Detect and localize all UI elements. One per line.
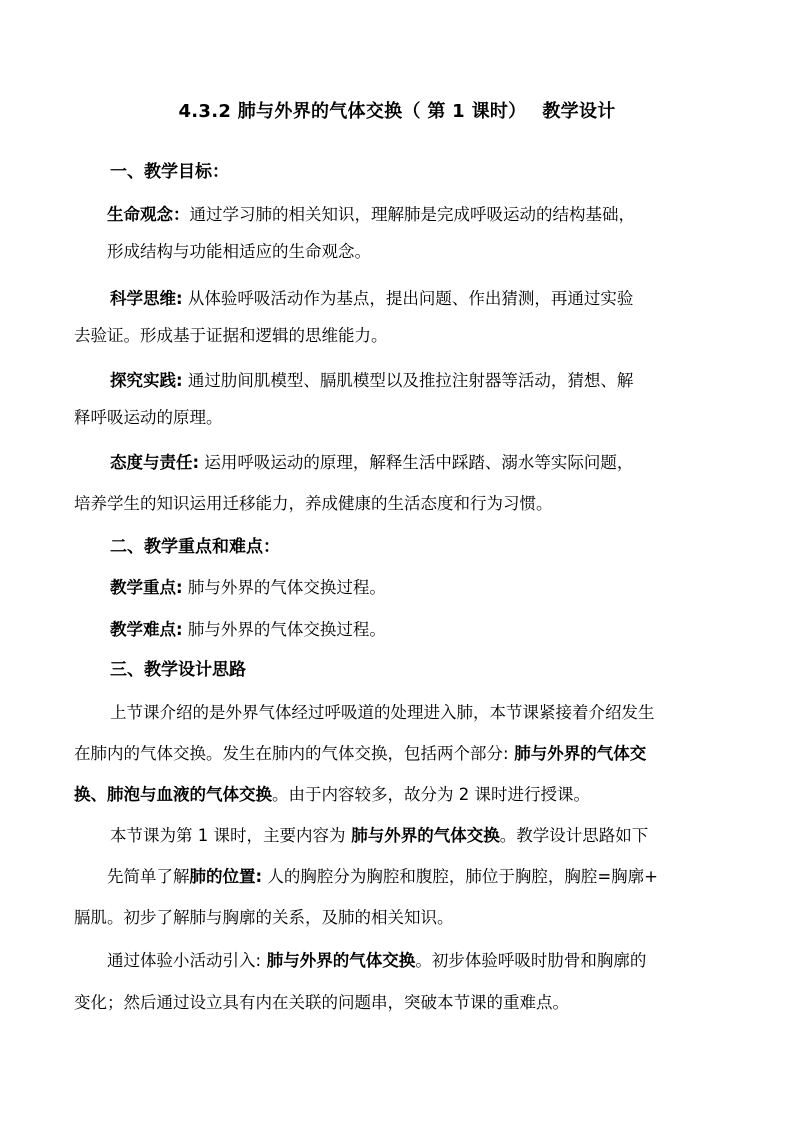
section-heading-design-ideas: 三、教学设计思路 (110, 660, 246, 680)
text: 肺与外界的气体交换过程。 (182, 578, 386, 597)
paragraph-line (107, 204, 635, 226)
emphasis: 肺与外界的气体交换 (261, 951, 416, 970)
label-key-point: 教学重点: (110, 578, 183, 597)
paragraph-line (110, 825, 648, 847)
section-heading-key-points: 二、教学重点和难点： (110, 537, 280, 557)
text: 通过学习肺的相关知识，理解肺是完成呼吸运动的结构基础， (189, 205, 635, 224)
text: 。由于内容较多，故分为 2 课时进行授课。 (272, 785, 590, 804)
text: 从体验呼吸活动作为基点，提出问题、作出猜测，再通过实验 (182, 289, 634, 308)
paragraph-line: 变化；然后通过设立具有内在关联的问题串，突破本节课的重难点。 (74, 993, 569, 1012)
paragraph-line (110, 370, 633, 392)
section-heading-objectives: 一、教学目标： (110, 162, 229, 182)
text: 。初步体验呼吸时肋骨和胸廓的 (415, 951, 647, 970)
emphasis: 肺与外界的气体交 (508, 744, 647, 763)
text: 人的胸腔分为胸腔和腹腔，肺位于胸腔，胸腔=胸廓+ (262, 867, 659, 886)
text: 在肺内的气体交换。发生在肺内的气体交换，包括两个部分: (74, 744, 509, 763)
label-life-concept: 生命观念： (107, 205, 190, 224)
paragraph-line: 膈肌。初步了解肺与胸廓的关系，及肺的相关知识。 (74, 908, 454, 927)
paragraph-line: 上节课介绍的是外界气体经过呼吸道的处理进入肺，本节课紧接着介绍发生 (110, 703, 655, 722)
text: 通过肋间肌模型、膈肌模型以及推拉注射器等活动，猜想、解 (182, 371, 634, 390)
paragraph-line (74, 743, 646, 765)
paragraph-line (107, 950, 646, 972)
emphasis: 换、肺泡与血液的气体交换 (74, 785, 272, 804)
label-attitude-responsibility: 态度与责任: (110, 453, 200, 472)
text: 。教学设计思路如下 (499, 826, 649, 845)
paragraph-line (74, 784, 590, 806)
paragraph-line: 形成结构与功能相适应的生命观念。 (107, 242, 371, 261)
paragraph-line (110, 452, 633, 474)
text: 本节课为第 1 课时，主要内容为 (110, 826, 346, 845)
label-inquiry-practice: 探究实践: (110, 371, 183, 390)
text: 肺与外界的气体交换过程。 (182, 620, 386, 639)
emphasis: 肺与外界的气体交换 (345, 826, 500, 845)
paragraph-line: 释呼吸运动的原理。 (74, 408, 223, 427)
text: 通过体验小活动引入: (107, 951, 262, 970)
document-title: 4.3.2 肺与外界的气体交换（ 第 1 课时） 教学设计 (178, 101, 616, 122)
label-difficult-point: 教学难点: (110, 620, 183, 639)
text: 运用呼吸运动的原理，解释生活中踩踏、溺水等实际问题， (199, 453, 634, 472)
paragraph-line (110, 288, 633, 310)
label-scientific-thinking: 科学思维: (110, 289, 183, 308)
text: 先简单了解 (107, 867, 190, 886)
paragraph-line: 去验证。形成基于证据和逻辑的思维能力。 (74, 326, 388, 345)
paragraph-line: 培养学生的知识运用迁移能力，养成健康的生活态度和行为习惯。 (74, 494, 553, 513)
paragraph-line (110, 577, 386, 599)
paragraph-line (110, 619, 386, 641)
paragraph-line (107, 866, 658, 888)
emphasis: 肺的位置: (189, 867, 263, 886)
